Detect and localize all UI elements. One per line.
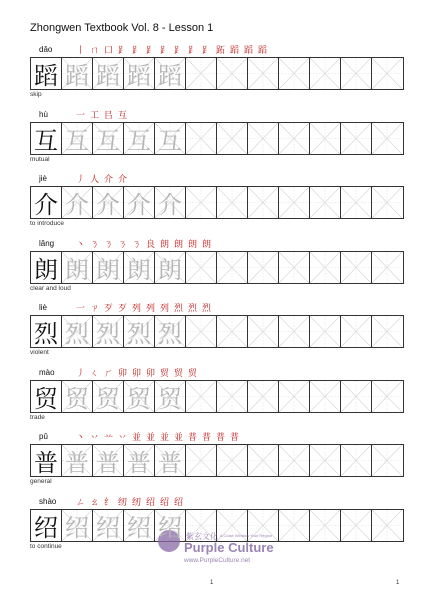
trace-character: 互 <box>96 126 120 155</box>
trace-cell <box>124 123 155 154</box>
practice-cell[interactable] <box>186 252 217 283</box>
trace-cell <box>62 252 93 283</box>
trace-cell <box>155 58 186 89</box>
stroke-step: ㄇ <box>89 46 99 56</box>
trace-character: 普 <box>158 449 182 477</box>
trace-cell <box>155 252 186 283</box>
meaning-label: violent <box>30 349 49 356</box>
meaning-label: mutual <box>30 155 50 163</box>
pinyin-label: dǎo <box>39 45 53 54</box>
practice-cell[interactable] <box>217 187 248 218</box>
stroke-step: 朗 <box>187 239 197 250</box>
trace-cell <box>62 381 93 412</box>
stroke-step: 纫 <box>131 497 141 508</box>
stroke-step: 丷 <box>117 433 127 443</box>
trace-character: 烈 <box>96 320 120 348</box>
practice-cell[interactable] <box>341 381 372 412</box>
stroke-step: 口 <box>103 46 113 56</box>
pinyin-label: mào <box>39 367 55 377</box>
practice-cell[interactable] <box>372 252 403 283</box>
practice-cell[interactable] <box>372 510 403 541</box>
stroke-step: ⻊ <box>159 46 169 56</box>
practice-cell[interactable] <box>341 252 372 283</box>
pinyin-label: liè <box>39 303 48 312</box>
trace-cell <box>93 58 124 89</box>
trace-character: 普 <box>65 449 89 477</box>
trace-character: 蹈 <box>127 62 151 90</box>
trace-character: 烈 <box>65 320 89 348</box>
stroke-step: ⻊ <box>201 46 211 56</box>
trace-character: 贸 <box>96 384 120 413</box>
practice-cell[interactable] <box>248 445 279 476</box>
trace-character: 介 <box>65 191 89 219</box>
practice-cell[interactable] <box>186 316 217 347</box>
stroke-step: ⻊ <box>131 46 141 56</box>
trace-cell <box>93 445 124 476</box>
practice-cell[interactable] <box>310 58 341 89</box>
practice-cell[interactable] <box>279 445 310 476</box>
practice-cell[interactable] <box>372 187 403 218</box>
practice-cell[interactable] <box>248 316 279 347</box>
stroke-step: 列 <box>131 304 141 314</box>
stroke-step: 烈 <box>187 304 197 314</box>
stroke-step: 丿 <box>75 175 85 185</box>
practice-cell[interactable] <box>248 187 279 218</box>
meaning-label: to continue <box>30 542 62 550</box>
practice-cell[interactable] <box>372 58 403 89</box>
stroke-step: 一 <box>75 304 85 314</box>
stroke-step: 朗 <box>159 239 169 250</box>
pinyin-label: shào <box>39 496 57 506</box>
stroke-step: 纟 <box>103 497 113 508</box>
practice-cell[interactable] <box>310 510 341 541</box>
practice-cell[interactable] <box>279 381 310 412</box>
stroke-step: 绍 <box>145 497 155 508</box>
trace-cell <box>93 381 124 412</box>
trace-character: 普 <box>127 449 151 477</box>
practice-cell[interactable] <box>217 381 248 412</box>
stroke-step: 歹 <box>117 304 127 314</box>
stroke-step: 並 <box>173 433 183 443</box>
practice-cell[interactable] <box>310 445 341 476</box>
stroke-step: ㄋ <box>89 239 99 250</box>
stroke-step: 卯 <box>145 368 155 379</box>
practice-cell[interactable] <box>217 252 248 283</box>
pinyin-label: pǔ <box>39 432 48 441</box>
stroke-step: 丶 <box>75 433 85 443</box>
stroke-step: ㄑ <box>89 368 99 379</box>
writing-grid <box>30 186 404 219</box>
practice-cell[interactable] <box>217 316 248 347</box>
model-character: 贸 <box>34 384 58 413</box>
model-character: 朗 <box>34 255 58 284</box>
stroke-step: 㠯 <box>103 110 113 121</box>
stroke-step: 蹈 <box>257 46 267 56</box>
model-character: 互 <box>34 126 58 155</box>
stroke-step: 介 <box>103 175 113 185</box>
stroke-step: ⻊ <box>145 46 155 56</box>
writing-grid <box>30 122 404 155</box>
stroke-step: 良 <box>145 239 155 250</box>
model-character-cell <box>31 316 62 347</box>
practice-cell[interactable] <box>217 445 248 476</box>
stroke-step: 工 <box>89 110 99 121</box>
trace-character: 绍 <box>127 513 151 542</box>
trace-character: 互 <box>65 126 89 155</box>
writing-grid <box>30 380 404 413</box>
stroke-step: 一 <box>75 110 85 121</box>
stroke-order <box>74 172 129 185</box>
stroke-step: 卯 <box>131 368 141 379</box>
trace-character: 介 <box>96 191 120 219</box>
practice-cell[interactable] <box>279 187 310 218</box>
stroke-order <box>74 43 269 56</box>
practice-cell[interactable] <box>341 445 372 476</box>
meaning-label: general <box>30 478 52 485</box>
practice-cell[interactable] <box>310 381 341 412</box>
stroke-step: 並 <box>131 433 141 443</box>
practice-cell[interactable] <box>279 123 310 154</box>
stroke-step: 人 <box>89 175 99 185</box>
trace-cell <box>93 123 124 154</box>
meaning-label: trade <box>30 413 45 421</box>
writing-grid <box>30 315 404 348</box>
page-number-right: 1 <box>396 580 400 586</box>
model-character: 烈 <box>34 320 58 348</box>
trace-cell <box>62 510 93 541</box>
model-character-cell <box>31 58 62 89</box>
model-character: 介 <box>34 191 58 219</box>
trace-character: 朗 <box>127 255 151 284</box>
practice-cell[interactable] <box>186 123 217 154</box>
practice-cell[interactable] <box>186 445 217 476</box>
trace-character: 绍 <box>158 513 182 542</box>
stroke-step: 丿 <box>75 368 85 379</box>
model-character: 绍 <box>34 513 58 542</box>
model-character: 蹈 <box>34 62 58 90</box>
stroke-step: 绍 <box>159 497 169 508</box>
trace-cell <box>93 510 124 541</box>
trace-character: 介 <box>158 191 182 219</box>
stroke-step: 朗 <box>173 239 183 250</box>
writing-grid <box>30 251 404 284</box>
trace-cell <box>124 381 155 412</box>
stroke-order <box>74 495 185 508</box>
stroke-step: 䒑 <box>103 433 113 443</box>
model-character-cell <box>31 381 62 412</box>
stroke-step: 普 <box>187 433 197 443</box>
practice-cell[interactable] <box>310 187 341 218</box>
stroke-step: ㄠ <box>89 497 99 508</box>
trace-character: 普 <box>96 449 120 477</box>
practice-cell[interactable] <box>217 58 248 89</box>
practice-cell[interactable] <box>341 123 372 154</box>
stroke-order <box>74 301 213 314</box>
practice-cell[interactable] <box>248 58 279 89</box>
trace-cell <box>155 445 186 476</box>
trace-character: 烈 <box>127 320 151 348</box>
pinyin-label: hù <box>39 109 48 119</box>
stroke-order <box>74 108 129 121</box>
stroke-order <box>74 366 199 379</box>
trace-cell <box>62 445 93 476</box>
stroke-step: 普 <box>215 433 225 443</box>
stroke-step: 纫 <box>117 497 127 508</box>
meaning-label: skip <box>30 91 42 98</box>
trace-cell <box>155 510 186 541</box>
trace-cell <box>93 187 124 218</box>
watermark-url: www.PurpleCulture.net <box>184 557 251 564</box>
trace-cell <box>62 187 93 218</box>
stroke-step: 並 <box>159 433 169 443</box>
practice-cell[interactable] <box>341 187 372 218</box>
practice-cell[interactable] <box>186 381 217 412</box>
stroke-order <box>74 430 241 443</box>
stroke-step: 丷 <box>89 433 99 443</box>
practice-cell[interactable] <box>217 123 248 154</box>
stroke-step: ㄏ <box>103 368 113 379</box>
trace-cell <box>62 123 93 154</box>
stroke-step: 互 <box>117 110 127 121</box>
stroke-step: ㄥ <box>75 497 85 508</box>
stroke-step: 並 <box>145 433 155 443</box>
trace-cell <box>62 58 93 89</box>
practice-cell[interactable] <box>310 123 341 154</box>
trace-cell <box>124 316 155 347</box>
practice-cell[interactable] <box>372 381 403 412</box>
trace-cell <box>155 123 186 154</box>
trace-character: 绍 <box>96 513 120 542</box>
stroke-step: 朗 <box>201 239 211 250</box>
practice-cell[interactable] <box>248 123 279 154</box>
stroke-step: 烈 <box>173 304 183 314</box>
model-character-cell <box>31 510 62 541</box>
trace-character: 互 <box>158 126 182 155</box>
practice-cell[interactable] <box>279 58 310 89</box>
stroke-step: 列 <box>145 304 155 314</box>
stroke-step: 烈 <box>201 304 211 314</box>
stroke-step: ㄗ <box>89 304 99 314</box>
practice-cell[interactable] <box>279 252 310 283</box>
practice-cell[interactable] <box>341 58 372 89</box>
trace-cell <box>62 316 93 347</box>
practice-cell[interactable] <box>279 510 310 541</box>
model-character-cell <box>31 252 62 283</box>
watermark-chinese: 紫玄文化 <box>186 532 218 541</box>
stroke-step: 蹈 <box>229 46 239 56</box>
stroke-step: 卯 <box>117 368 127 379</box>
trace-cell <box>124 187 155 218</box>
trace-character: 贸 <box>158 384 182 413</box>
stroke-step: 普 <box>229 433 239 443</box>
meaning-label: clear and loud <box>30 284 71 292</box>
stroke-step: ㄋ <box>103 239 113 250</box>
practice-cell[interactable] <box>341 510 372 541</box>
stroke-step: 贸 <box>187 368 197 379</box>
model-character: 普 <box>34 449 58 477</box>
model-character-cell <box>31 187 62 218</box>
stroke-step: ㄋ <box>117 239 127 250</box>
stroke-step: ⻊ <box>173 46 183 56</box>
practice-cell[interactable] <box>341 316 372 347</box>
practice-cell[interactable] <box>186 58 217 89</box>
stroke-step: 列 <box>159 304 169 314</box>
stroke-step: 贸 <box>159 368 169 379</box>
practice-cell[interactable] <box>372 445 403 476</box>
stroke-step: 贸 <box>173 368 183 379</box>
stroke-step: 丨 <box>75 46 85 56</box>
writing-grid <box>30 57 404 90</box>
trace-cell <box>93 316 124 347</box>
model-character-cell <box>31 123 62 154</box>
trace-cell <box>124 252 155 283</box>
model-character-cell <box>31 445 62 476</box>
trace-cell <box>155 316 186 347</box>
pinyin-label: jiè <box>39 174 48 183</box>
trace-character: 朗 <box>96 255 120 284</box>
stroke-step: 蹈 <box>243 46 253 56</box>
trace-character: 烈 <box>158 320 182 348</box>
trace-cell <box>124 445 155 476</box>
practice-cell[interactable] <box>310 252 341 283</box>
stroke-step: 歹 <box>103 304 113 314</box>
practice-cell[interactable] <box>248 381 279 412</box>
watermark-brand: Purple Culture <box>184 540 274 555</box>
meaning-label: to introduce <box>30 220 64 227</box>
stroke-step: 普 <box>201 433 211 443</box>
trace-character: 贸 <box>127 384 151 413</box>
trace-character: 蹈 <box>65 62 89 90</box>
trace-character: 贸 <box>65 384 89 413</box>
trace-character: 蹈 <box>96 62 120 90</box>
trace-character: 介 <box>127 191 151 219</box>
stroke-step: ㄋ <box>131 239 141 250</box>
stroke-order <box>74 237 213 250</box>
page-title: Zhongwen Textbook Vol. 8 - Lesson 1 <box>30 22 214 34</box>
watermark-tagline: A Close Window Your Region <box>220 533 273 538</box>
stroke-step: ⻊ <box>187 46 197 56</box>
trace-character: 蹈 <box>158 62 182 90</box>
practice-cell[interactable] <box>372 123 403 154</box>
trace-character: 朗 <box>65 255 89 284</box>
trace-cell <box>124 58 155 89</box>
trace-character: 互 <box>127 126 151 155</box>
trace-character: 朗 <box>158 255 182 284</box>
trace-cell <box>155 381 186 412</box>
trace-cell <box>93 252 124 283</box>
practice-cell[interactable] <box>372 316 403 347</box>
practice-cell[interactable] <box>279 316 310 347</box>
stroke-step: ⻊ <box>117 46 127 56</box>
practice-cell[interactable] <box>186 187 217 218</box>
pinyin-label: lǎng <box>39 238 55 248</box>
stroke-step: 绍 <box>173 497 183 508</box>
page-number-center: 1 <box>210 580 214 586</box>
trace-cell <box>155 187 186 218</box>
trace-character: 绍 <box>65 513 89 542</box>
writing-grid <box>30 444 404 477</box>
trace-cell <box>124 510 155 541</box>
practice-cell[interactable] <box>248 252 279 283</box>
practice-cell[interactable] <box>310 316 341 347</box>
stroke-step: 介 <box>117 175 127 185</box>
stroke-step: 丶 <box>75 239 85 250</box>
stroke-step: 跖 <box>215 46 225 56</box>
